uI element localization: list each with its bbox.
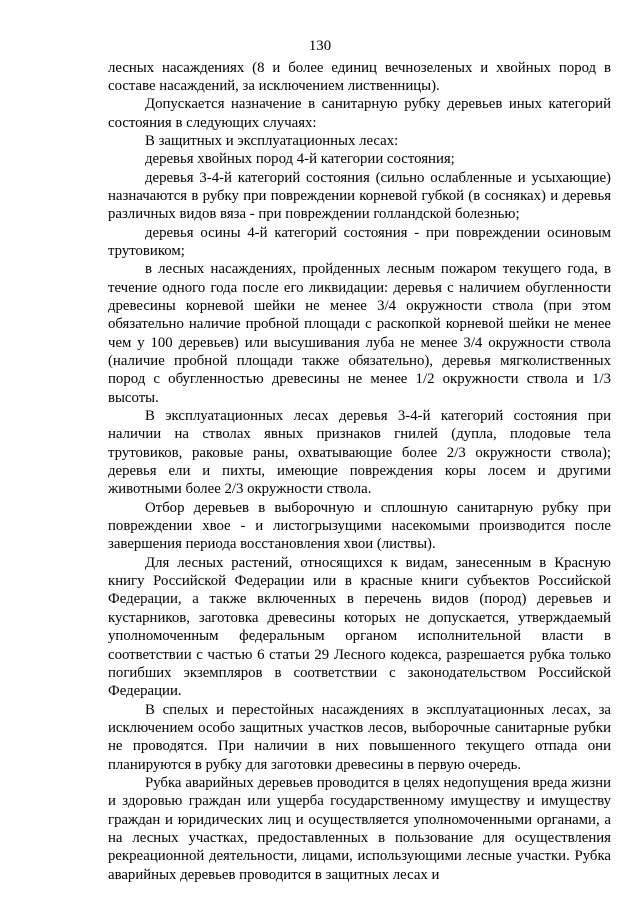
paragraph-red-book: Для лесных растений, относящихся к видам, занесенным в Красную книгу Российской Федерации или в красные книги субъектов Российской Федерации, а также включенных в перечень видов (пород) деревьев и кустарников, заготовка древесины которых не допускается, утверждаемый уполномоченным федеральным органом исполнительной власти в соответствии с частью 6 статьи 29 Лесного кодекса, разрешается рубка только погибших экземпляров в соответствии с законодательством Российской Федерации. — [108, 554, 611, 700]
paragraph-mature-stands: В спелых и перестойных насаждениях в эксплуатационных лесах, за исключением особо защитных участков лесов, выборочные санитарные рубки не проводятся. При наличии в них повышенного текущего отпада они планируются в рубку для заготовки древесины в первую очередь. — [108, 701, 611, 773]
paragraph-aspen: деревья осины 4-й категорий состояния - при повреждении осиновым трутовиком; — [108, 224, 611, 259]
paragraph-insect-damage: Отбор деревьев в выборочную и сплошную санитарную рубку при повреждении хвое - и листогрызущими насекомыми производится после завершения периода восстановления хвои (листвы). — [108, 499, 611, 553]
paragraph-continuation: лесных насаждениях (8 и более единиц вечнозеленых и хвойных пород в составе насаждений, за исключением лиственницы). — [108, 59, 611, 94]
paragraph-permission-intro: Допускается назначение в санитарную рубку деревьев иных категорий состояния в следующих случаях: — [108, 96, 611, 131]
paragraph-hazard-trees: Рубка аварийных деревьев проводится в целях недопущения вреда жизни и здоровью граждан или ущерба государственному имуществу и имуществу граждан и юридических лиц и осуществляется уполномоченными органами, а на лесных участках, предоставленных в пользование для осуществления рекреационной деятельности, лицами, использующими лесные участки. Рубка аварийных деревьев проводится в защитных лесах и — [108, 774, 611, 883]
paragraph-forest-fire: в лесных насаждениях, пройденных лесным пожаром текущего года, в течение одного года после его ликвидации: деревья с наличием обугленности древесины корневой шейки не менее 3/4 окружности ствола (при этом обязательно наличие пробной площади с раскопкой корневой шейки не менее чем у 100 деревьев) или высушивания луба не менее 3/4 окружности ствола (наличие пробной площади также обязательно), деревья мягколиственных пород с обугленностью древесины не менее 1/2 окружности ствола и 1/3 высоты. — [108, 261, 611, 406]
page-number: 130 — [308, 38, 332, 54]
document-body — [108, 59, 611, 884]
paragraph-exploitation-forests: В эксплуатационных лесах деревья 3-4-й категорий состояния при наличии на стволах явных признаков гнилей (дупла, плодовые тела трутовиков, раковые раны, охватывающие более 2/3 окружности ствола); деревья ели и пихты, имеющие повреждения коры лосем и другими животными более 2/3 окружности ствола. — [108, 408, 611, 498]
paragraph-forest-types: В защитных и эксплуатационных лесах: — [145, 132, 399, 149]
paragraph-root-fungus: деревья 3-4-й категорий состояния (сильно ослабленные и усыхающие) назначаются в рубку при повреждении корневой губкой (в сосняках) и деревья различных видов вяза - при повреждении голландской болезнью; — [108, 169, 611, 223]
paragraph-conifers: деревья хвойных пород 4-й категории состояния; — [145, 151, 455, 168]
